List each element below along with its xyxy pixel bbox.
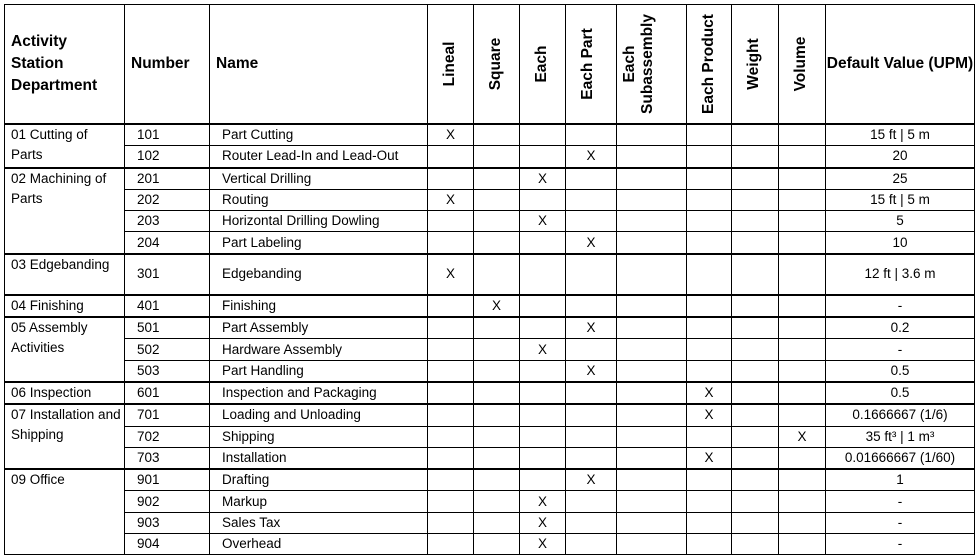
unit-each-product-cell xyxy=(687,534,732,555)
name-cell: Drafting xyxy=(210,469,428,491)
number-cell: 202 xyxy=(125,189,210,210)
unit-square-cell xyxy=(474,491,520,512)
default-value-cell: 15 ft | 5 m xyxy=(826,189,975,210)
unit-each-part-cell xyxy=(566,211,617,232)
unit-volume-cell xyxy=(779,295,826,317)
unit-weight-cell xyxy=(732,232,779,254)
unit-weight-cell xyxy=(732,317,779,339)
unit-lineal-cell xyxy=(428,491,474,512)
table-row xyxy=(5,534,975,555)
default-value-cell: 0.1666667 (1/6) xyxy=(826,404,975,426)
number-cell: 101 xyxy=(125,124,210,146)
unit-each-cell xyxy=(520,382,566,404)
number-cell: 502 xyxy=(125,339,210,360)
unit-volume-cell xyxy=(779,469,826,491)
name-cell: Overhead xyxy=(210,534,428,555)
unit-each-subassembly-cell xyxy=(617,447,687,469)
unit-each-cell xyxy=(520,146,566,168)
unit-volume-cell xyxy=(779,189,826,210)
name-cell: Part Assembly xyxy=(210,317,428,339)
table-row xyxy=(5,360,975,382)
unit-lineal-cell xyxy=(428,447,474,469)
unit-lineal-cell xyxy=(428,534,474,555)
name-cell: Sales Tax xyxy=(210,512,428,533)
unit-weight-cell xyxy=(732,339,779,360)
unit-lineal-cell xyxy=(428,426,474,447)
unit-each-product-cell xyxy=(687,469,732,491)
number-cell: 601 xyxy=(125,382,210,404)
unit-each-product-mark: X xyxy=(687,382,732,404)
unit-each-subassembly-cell xyxy=(617,512,687,533)
unit-weight-cell xyxy=(732,146,779,168)
name-cell: Edgebanding xyxy=(210,254,428,295)
unit-volume-cell xyxy=(779,339,826,360)
table-row xyxy=(5,382,975,404)
unit-each-subassembly-cell xyxy=(617,232,687,254)
default-value-cell: 5 xyxy=(826,211,975,232)
header-each-product: Each Product xyxy=(700,14,717,114)
unit-each-product-cell xyxy=(687,295,732,317)
unit-each-cell xyxy=(520,295,566,317)
unit-each-subassembly-cell xyxy=(617,254,687,295)
name-cell: Part Cutting xyxy=(210,124,428,146)
header-volume-cell xyxy=(779,5,826,125)
unit-weight-cell xyxy=(732,404,779,426)
table-row xyxy=(5,146,975,168)
department-cell: 07 Installation and Shipping xyxy=(5,404,125,469)
unit-each-subassembly-cell xyxy=(617,124,687,146)
unit-each-product-cell xyxy=(687,211,732,232)
unit-each-subassembly-cell xyxy=(617,146,687,168)
unit-square-cell xyxy=(474,211,520,232)
default-value-cell: 0.5 xyxy=(826,382,975,404)
unit-square-cell xyxy=(474,426,520,447)
default-value-cell: 25 xyxy=(826,168,975,190)
name-cell: Vertical Drilling xyxy=(210,168,428,190)
table-header-row xyxy=(5,5,975,125)
unit-each-product-cell xyxy=(687,512,732,533)
default-value-cell: 0.5 xyxy=(826,360,975,382)
table-row xyxy=(5,295,975,317)
number-cell: 102 xyxy=(125,146,210,168)
unit-each-subassembly-cell xyxy=(617,295,687,317)
department-cell: 05 Assembly Activities xyxy=(5,317,125,382)
unit-square-cell xyxy=(474,317,520,339)
unit-each-part-cell xyxy=(566,295,617,317)
name-cell: Part Handling xyxy=(210,360,428,382)
unit-square-mark: X xyxy=(474,295,520,317)
table-row xyxy=(5,447,975,469)
unit-each-cell xyxy=(520,317,566,339)
unit-weight-cell xyxy=(732,254,779,295)
name-cell: Installation xyxy=(210,447,428,469)
unit-lineal-mark: X xyxy=(428,189,474,210)
unit-each-part-cell xyxy=(566,382,617,404)
unit-lineal-cell xyxy=(428,512,474,533)
name-cell: Part Labeling xyxy=(210,232,428,254)
unit-each-cell xyxy=(520,469,566,491)
table-row xyxy=(5,317,975,339)
unit-weight-cell xyxy=(732,168,779,190)
header-default-value: Default Value (UPM) xyxy=(826,5,975,125)
table-row xyxy=(5,426,975,447)
department-cell: 03 Edgebanding xyxy=(5,254,125,295)
unit-weight-cell xyxy=(732,491,779,512)
unit-each-mark: X xyxy=(520,211,566,232)
unit-each-part-cell xyxy=(566,512,617,533)
unit-each-product-mark: X xyxy=(687,447,732,469)
unit-weight-cell xyxy=(732,382,779,404)
department-cell: 09 Office xyxy=(5,469,125,555)
name-cell: Routing xyxy=(210,189,428,210)
table-row xyxy=(5,124,975,146)
header-number: Number xyxy=(125,5,210,125)
department-cell: 02 Machining of Parts xyxy=(5,168,125,254)
unit-each-subassembly-cell xyxy=(617,360,687,382)
unit-each-part-mark: X xyxy=(566,146,617,168)
unit-weight-cell xyxy=(732,512,779,533)
unit-volume-cell xyxy=(779,124,826,146)
default-value-cell: - xyxy=(826,534,975,555)
unit-volume-cell xyxy=(779,168,826,190)
unit-volume-cell xyxy=(779,382,826,404)
unit-lineal-cell xyxy=(428,211,474,232)
unit-each-cell xyxy=(520,124,566,146)
header-volume: Volume xyxy=(792,36,809,92)
unit-each-part-cell xyxy=(566,426,617,447)
unit-volume-mark: X xyxy=(779,426,826,447)
name-cell: Finishing xyxy=(210,295,428,317)
table-row xyxy=(5,254,975,295)
unit-square-cell xyxy=(474,146,520,168)
unit-each-part-cell xyxy=(566,447,617,469)
unit-lineal-cell xyxy=(428,469,474,491)
unit-each-product-cell xyxy=(687,146,732,168)
unit-each-mark: X xyxy=(520,534,566,555)
unit-volume-cell xyxy=(779,254,826,295)
unit-each-subassembly-cell xyxy=(617,382,687,404)
unit-lineal-mark: X xyxy=(428,254,474,295)
unit-volume-cell xyxy=(779,534,826,555)
unit-square-cell xyxy=(474,189,520,210)
unit-each-product-cell xyxy=(687,189,732,210)
table-row xyxy=(5,512,975,533)
unit-square-cell xyxy=(474,447,520,469)
unit-each-product-cell xyxy=(687,232,732,254)
table-row xyxy=(5,404,975,426)
default-value-cell: 0.01666667 (1/60) xyxy=(826,447,975,469)
number-cell: 904 xyxy=(125,534,210,555)
default-value-cell: - xyxy=(826,491,975,512)
number-cell: 903 xyxy=(125,512,210,533)
table-body xyxy=(5,124,975,555)
number-cell: 503 xyxy=(125,360,210,382)
default-value-cell: 15 ft | 5 m xyxy=(826,124,975,146)
unit-square-cell xyxy=(474,168,520,190)
table-row xyxy=(5,211,975,232)
unit-lineal-cell xyxy=(428,360,474,382)
unit-each-part-cell xyxy=(566,124,617,146)
unit-each-mark: X xyxy=(520,512,566,533)
unit-weight-cell xyxy=(732,124,779,146)
activity-station-table xyxy=(4,4,975,555)
default-value-cell: - xyxy=(826,295,975,317)
unit-each-subassembly-cell xyxy=(617,404,687,426)
unit-square-cell xyxy=(474,124,520,146)
unit-volume-cell xyxy=(779,232,826,254)
unit-volume-cell xyxy=(779,404,826,426)
unit-weight-cell xyxy=(732,447,779,469)
header-each-product-cell xyxy=(687,5,732,125)
table-row xyxy=(5,168,975,190)
unit-lineal-cell xyxy=(428,295,474,317)
unit-volume-cell xyxy=(779,317,826,339)
unit-each-part-cell xyxy=(566,339,617,360)
name-cell: Horizontal Drilling Dowling xyxy=(210,211,428,232)
unit-each-part-mark: X xyxy=(566,317,617,339)
unit-each-subassembly-cell xyxy=(617,189,687,210)
unit-weight-cell xyxy=(732,469,779,491)
unit-each-subassembly-cell xyxy=(617,168,687,190)
header-each-part-cell xyxy=(566,5,617,125)
unit-each-mark: X xyxy=(520,491,566,512)
unit-each-part-cell xyxy=(566,168,617,190)
unit-each-product-cell xyxy=(687,317,732,339)
number-cell: 902 xyxy=(125,491,210,512)
unit-weight-cell xyxy=(732,534,779,555)
header-square: Square xyxy=(487,37,504,91)
default-value-cell: 0.2 xyxy=(826,317,975,339)
unit-each-subassembly-cell xyxy=(617,491,687,512)
unit-square-cell xyxy=(474,469,520,491)
header-each: Each xyxy=(533,45,550,83)
header-department: Activity Station Department xyxy=(5,5,125,125)
header-each-subassembly-cell xyxy=(617,5,687,125)
number-cell: 401 xyxy=(125,295,210,317)
unit-square-cell xyxy=(474,339,520,360)
unit-each-product-cell xyxy=(687,339,732,360)
unit-volume-cell xyxy=(779,211,826,232)
unit-each-cell xyxy=(520,404,566,426)
unit-square-cell xyxy=(474,534,520,555)
unit-each-cell xyxy=(520,426,566,447)
unit-each-cell xyxy=(520,447,566,469)
unit-each-product-cell xyxy=(687,254,732,295)
unit-weight-cell xyxy=(732,295,779,317)
department-cell: 01 Cutting of Parts xyxy=(5,124,125,168)
header-lineal: Lineal xyxy=(441,41,458,87)
table-row xyxy=(5,189,975,210)
unit-each-subassembly-cell xyxy=(617,211,687,232)
name-cell: Loading and Unloading xyxy=(210,404,428,426)
header-weight-cell xyxy=(732,5,779,125)
number-cell: 701 xyxy=(125,404,210,426)
unit-lineal-cell xyxy=(428,146,474,168)
unit-each-product-cell xyxy=(687,360,732,382)
unit-square-cell xyxy=(474,360,520,382)
unit-lineal-cell xyxy=(428,168,474,190)
unit-each-part-cell xyxy=(566,254,617,295)
unit-weight-cell xyxy=(732,189,779,210)
header-lineal-cell xyxy=(428,5,474,125)
number-cell: 204 xyxy=(125,232,210,254)
unit-each-part-mark: X xyxy=(566,469,617,491)
table-row xyxy=(5,491,975,512)
unit-each-cell xyxy=(520,254,566,295)
name-cell: Hardware Assembly xyxy=(210,339,428,360)
number-cell: 501 xyxy=(125,317,210,339)
unit-each-cell xyxy=(520,232,566,254)
header-name: Name xyxy=(210,5,428,125)
unit-each-cell xyxy=(520,189,566,210)
unit-each-product-cell xyxy=(687,168,732,190)
unit-each-part-cell xyxy=(566,404,617,426)
unit-each-part-cell xyxy=(566,534,617,555)
unit-each-part-cell xyxy=(566,491,617,512)
table-row xyxy=(5,232,975,254)
default-value-cell: - xyxy=(826,512,975,533)
name-cell: Shipping xyxy=(210,426,428,447)
default-value-cell: 20 xyxy=(826,146,975,168)
unit-weight-cell xyxy=(732,211,779,232)
name-cell: Router Lead-In and Lead-Out xyxy=(210,146,428,168)
number-cell: 702 xyxy=(125,426,210,447)
unit-lineal-cell xyxy=(428,232,474,254)
number-cell: 703 xyxy=(125,447,210,469)
unit-volume-cell xyxy=(779,360,826,382)
unit-each-part-cell xyxy=(566,189,617,210)
default-value-cell: 35 ft³ | 1 m³ xyxy=(826,426,975,447)
unit-lineal-cell xyxy=(428,382,474,404)
unit-each-product-mark: X xyxy=(687,404,732,426)
unit-square-cell xyxy=(474,254,520,295)
unit-each-subassembly-cell xyxy=(617,339,687,360)
unit-lineal-mark: X xyxy=(428,124,474,146)
default-value-cell: - xyxy=(826,339,975,360)
unit-volume-cell xyxy=(779,491,826,512)
header-weight: Weight xyxy=(745,38,762,90)
default-value-cell: 12 ft | 3.6 m xyxy=(826,254,975,295)
unit-each-product-cell xyxy=(687,426,732,447)
number-cell: 301 xyxy=(125,254,210,295)
unit-each-product-cell xyxy=(687,491,732,512)
table-row xyxy=(5,339,975,360)
unit-volume-cell xyxy=(779,146,826,168)
unit-volume-cell xyxy=(779,447,826,469)
header-each-subassembly: Each Subassembly xyxy=(621,14,656,114)
unit-volume-cell xyxy=(779,512,826,533)
unit-square-cell xyxy=(474,232,520,254)
table-row xyxy=(5,469,975,491)
unit-square-cell xyxy=(474,512,520,533)
unit-each-subassembly-cell xyxy=(617,534,687,555)
unit-square-cell xyxy=(474,382,520,404)
unit-each-mark: X xyxy=(520,339,566,360)
unit-each-part-mark: X xyxy=(566,232,617,254)
unit-weight-cell xyxy=(732,360,779,382)
unit-square-cell xyxy=(474,404,520,426)
number-cell: 201 xyxy=(125,168,210,190)
unit-each-cell xyxy=(520,360,566,382)
unit-each-part-mark: X xyxy=(566,360,617,382)
number-cell: 203 xyxy=(125,211,210,232)
name-cell: Inspection and Packaging xyxy=(210,382,428,404)
unit-weight-cell xyxy=(732,426,779,447)
default-value-cell: 10 xyxy=(826,232,975,254)
unit-each-subassembly-cell xyxy=(617,469,687,491)
department-cell: 06 Inspection xyxy=(5,382,125,404)
department-cell: 04 Finishing xyxy=(5,295,125,317)
number-cell: 901 xyxy=(125,469,210,491)
unit-lineal-cell xyxy=(428,404,474,426)
header-each-cell xyxy=(520,5,566,125)
unit-lineal-cell xyxy=(428,339,474,360)
unit-each-subassembly-cell xyxy=(617,317,687,339)
header-square-cell xyxy=(474,5,520,125)
unit-lineal-cell xyxy=(428,317,474,339)
default-value-cell: 1 xyxy=(826,469,975,491)
unit-each-subassembly-cell xyxy=(617,426,687,447)
name-cell: Markup xyxy=(210,491,428,512)
header-each-part: Each Part xyxy=(579,28,596,100)
unit-each-product-cell xyxy=(687,124,732,146)
unit-each-mark: X xyxy=(520,168,566,190)
